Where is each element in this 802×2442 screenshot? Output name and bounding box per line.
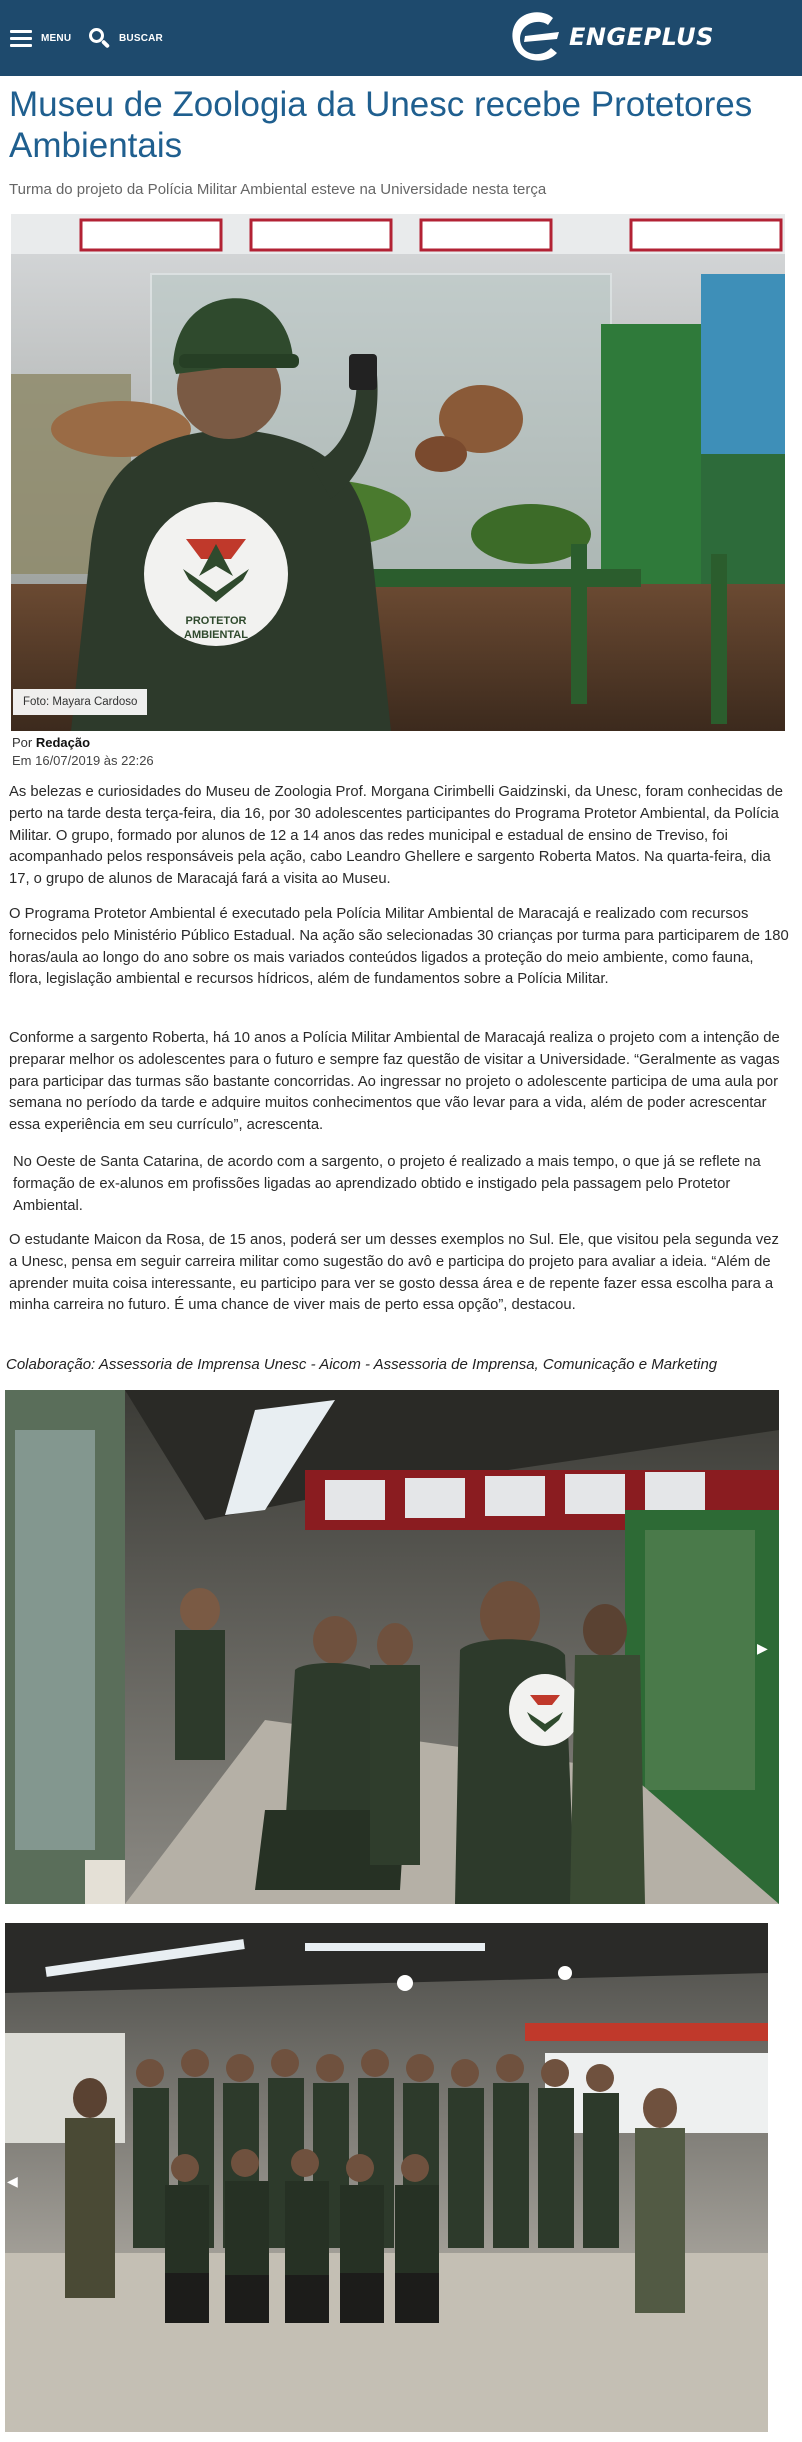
- photo-credit: Foto: Mayara Cardoso: [13, 689, 147, 715]
- gallery-photo-2[interactable]: [5, 1923, 768, 2432]
- gallery-next-arrow[interactable]: ▶: [757, 1640, 768, 1656]
- badge-text-line1: PROTETOR: [185, 615, 247, 627]
- gallery-prev-arrow[interactable]: ◀: [7, 2173, 18, 2189]
- article-subtitle: Turma do projeto da Polícia Militar Ambiental esteve na Universidade nesta terça: [9, 181, 547, 198]
- body-paragraph-2: O Programa Protetor Ambiental é executado pela Polícia Militar Ambiental de Maracajá e realizado com recursos fornecidos pelo Ministério Público Estadual. Na ação são selecionadas 30 crianças por turma para participarem de 180 horas/aula ao longo do ano sobre os mais variados conteúdos ligados a proteção do meio ambiente, como fauna, flora, legislação ambiental e recursos hídricos, além de fundamentos sobre a Polícia Militar.: [9, 906, 789, 988]
- gallery-photo-1-image: [5, 1390, 779, 1904]
- gallery-photo-1[interactable]: [5, 1390, 779, 1904]
- article-title: Museu de Zoologia da Unesc recebe Protetores Ambientais: [9, 85, 753, 165]
- author-name: Redação: [35, 735, 91, 750]
- engeplus-logo-icon: [505, 6, 567, 68]
- logo-text: ENGEPLUS: [569, 23, 714, 51]
- hamburger-icon: [10, 29, 32, 47]
- publish-date: Em 16/07/2019 às 22:26: [12, 753, 154, 768]
- body-paragraph-4: No Oeste de Santa Catarina, de acordo com a sargento, o projeto é realizado a mais tempo, o que já se reflete na formação de ex-alunos em profissões ligadas ao aprendizado obtido e instigado pela passagem pelo Protetor Ambiental.: [13, 1154, 761, 1214]
- menu-label: MENU: [41, 32, 72, 44]
- body-paragraph-5: O estudante Maicon da Rosa, de 15 anos, poderá ser um desses exemplos no Sul. Ele, que visitou pela segunda vez a Unesc, pensa em seguir carreira militar como sugestão do avô e participa do projeto para avaliar a ideia. “Além de aprender muita coisa interessante, eu participo para ver se gosto dessa área e de repente fazer essa escolha para a minha carreira no futuro. É uma chance de viver mais de perto essa opção”, destacou.: [9, 1232, 779, 1314]
- badge-text-line2: AMBIENTAL: [184, 629, 248, 641]
- search-button[interactable]: [88, 22, 163, 54]
- author-prefix: Por: [12, 735, 33, 750]
- body-paragraph-3: Conforme a sargento Roberta, há 10 anos a Polícia Militar Ambiental de Maracajá realiza o projeto com a intenção de preparar melhor os adolescentes para o futuro e sempre faz questão de visitar a Universidade. “Geralmente as vagas para participar das turmas são bastante concorridas. Ao ingressar no projeto o adolescente participa de uma aula por semana no período da tarde e adquire muitos conhecimentos que vão levar para a vida, além de poder acrescentar essa experiência em seu currículo”, acrescenta.: [9, 1030, 780, 1134]
- main-photo[interactable]: [11, 214, 785, 731]
- gallery-photo-2-image: [5, 1923, 768, 2432]
- engeplus-logo[interactable]: [505, 4, 715, 70]
- search-icon: [88, 27, 110, 49]
- search-label: BUSCAR: [119, 32, 163, 44]
- main-photo-image: [11, 214, 785, 731]
- collaboration-credit: Colaboração: Assessoria de Imprensa Unesc - Aicom - Assessoria de Imprensa, Comunicação e Marketing: [6, 1356, 718, 1373]
- body-paragraph-1: As belezas e curiosidades do Museu de Zoologia Prof. Morgana Cirimbelli Gaidzinski, da Unesc, foram conhecidas de perto na tarde desta terça-feira, dia 16, por 30 adolescentes participantes do Programa Protetor Ambiental, da Polícia Militar. O grupo, formado por alunos de 12 a 14 anos das redes municipal e estadual de ensino de Treviso, foi acompanhado pelos responsáveis pela ação, cabo Leandro Ghellere e sargento Roberta Matos. Na quarta-feira, dia 17, o grupo de alunos de Maracajá fará a visita ao Museu.: [9, 784, 783, 888]
- menu-button[interactable]: [10, 22, 71, 54]
- top-navigation-bar: [0, 0, 802, 76]
- byline: [12, 735, 90, 750]
